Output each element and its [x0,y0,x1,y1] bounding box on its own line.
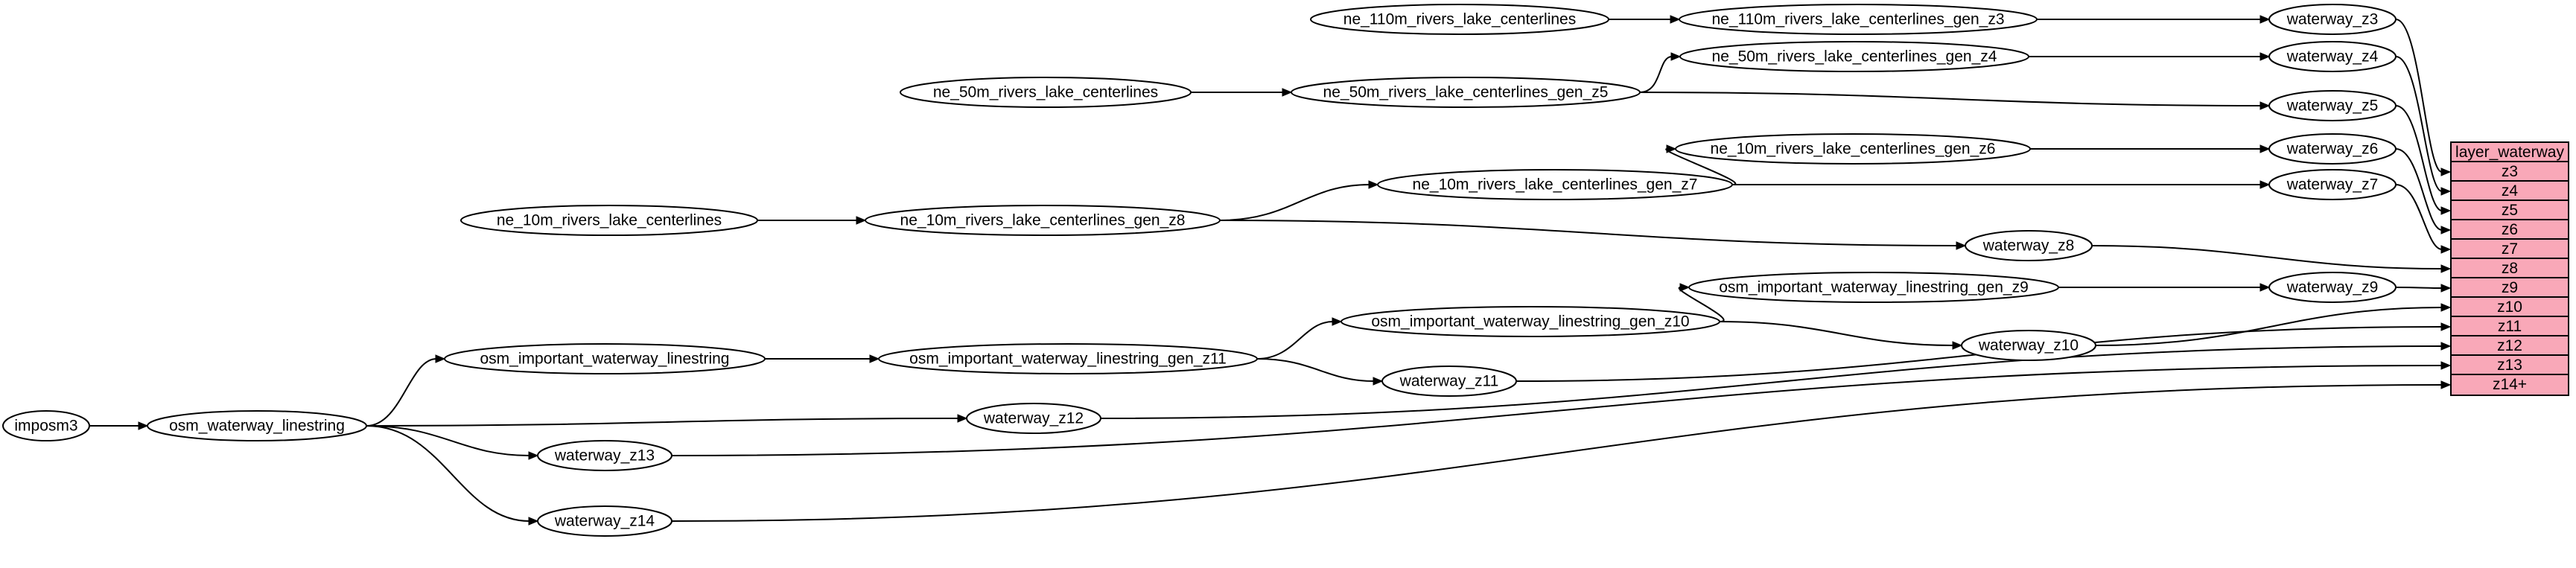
node-label: waterway_z14 [554,512,655,530]
legend-rows [2452,162,2568,395]
edge-ne_10m_rivers_lake_centerlines_gen_z8-to-ne_10m_rivers_lake_centerlines_gen_z7 [1220,181,1378,220]
node-osm_waterway_linestring[interactable] [147,411,366,441]
edge-imposm3-to-osm_waterway_linestring [89,422,147,430]
node-waterway_z8[interactable] [1965,231,2092,261]
edge-arrowhead [2441,265,2450,272]
edge-line [366,426,529,456]
nodes-layer [3,4,2396,536]
legend-row-z5[interactable]: z5 [2452,201,2568,220]
edge-line [1101,346,2442,418]
edge-osm_important_waterway_linestring-to-osm_important_waterway_linestring_gen_z11 [765,355,879,363]
node-ne_50m_rivers_lake_centerlines_gen_z5[interactable] [1291,77,1640,107]
node-label: waterway_z4 [2286,48,2379,66]
edge-arrowhead [2260,145,2269,153]
node-label: waterway_z5 [2286,97,2379,115]
node-ne_10m_rivers_lake_centerlines[interactable] [461,205,757,235]
node-label: osm_waterway_linestring [169,417,345,435]
edge-line [672,366,2442,456]
edge-line [2396,287,2442,288]
edge-line [1220,220,1957,246]
edge-ne_50m_rivers_lake_centerlines_gen_z5-to-ne_50m_rivers_lake_centerlines_gen_z4 [1640,53,1680,92]
edge-arrowhead [2260,16,2269,23]
node-imposm3[interactable] [3,411,89,441]
edge-arrowhead [529,517,538,525]
edge-ne_50m_rivers_lake_centerlines_gen_z4-to-waterway_z4 [2029,53,2269,60]
edge-arrowhead [856,217,865,224]
node-ne_110m_rivers_lake_centerlines[interactable] [1311,4,1609,34]
edge-line [2092,246,2442,269]
edge-arrowhead [436,355,445,363]
edge-line [1220,185,1370,220]
edge-line [2396,185,2442,249]
edge-waterway_z12-to-legend-z12 [1101,342,2450,418]
node-label: ne_10m_rivers_lake_centerlines [496,211,722,229]
edge-arrowhead [1670,16,1679,23]
node-waterway_z10[interactable] [1962,331,2096,360]
edge-waterway_z8-to-legend-z8 [2092,246,2450,272]
node-label: imposm3 [14,417,78,435]
node-ne_10m_rivers_lake_centerlines_gen_z7[interactable] [1378,170,1732,200]
edge-osm_important_waterway_linestring_gen_z11-to-osm_important_waterway_linestring_gen_z10 [1257,318,1341,359]
node-label: osm_important_waterway_linestring [480,350,730,368]
edge-line [1720,322,1953,345]
edge-ne_10m_rivers_lake_centerlines_gen_z6-to-waterway_z6 [2030,145,2269,153]
edge-osm_important_waterway_linestring_gen_z10-to-waterway_z10 [1720,322,1962,349]
edge-arrowhead [1282,89,1291,96]
node-waterway_z5[interactable] [2269,91,2396,121]
node-label: ne_110m_rivers_lake_centerlines [1343,10,1577,28]
edge-arrowhead [2441,226,2450,234]
legend-row-z4[interactable]: z4 [2452,182,2568,201]
node-waterway_z13[interactable] [538,441,672,470]
edge-ne_110m_rivers_lake_centerlines-to-ne_110m_rivers_lake_centerlines_gen_z3 [1609,16,1679,23]
node-waterway_z4[interactable] [2269,42,2396,71]
node-ne_10m_rivers_lake_centerlines_gen_z6[interactable] [1676,134,2030,164]
edge-arrowhead [1953,342,1962,349]
node-waterway_z3[interactable] [2269,4,2396,34]
edge-waterway_z13-to-legend-z13 [672,362,2450,456]
edge-line [1640,92,2261,106]
node-ne_10m_rivers_lake_centerlines_gen_z8[interactable] [865,205,1220,235]
legend-title: layer_waterway [2452,143,2568,162]
edge-arrowhead [1332,318,1341,325]
edge-arrowhead [2441,246,2450,253]
node-label: ne_50m_rivers_lake_centerlines_gen_z4 [1711,48,1997,66]
edge-arrowhead [2260,284,2269,291]
edges-layer [89,16,2450,525]
node-label: osm_important_waterway_linestring_gen_z10 [1371,313,1690,331]
edge-line [1257,359,1374,381]
edge-ne_10m_rivers_lake_centerlines-to-ne_10m_rivers_lake_centerlines_gen_z8 [757,217,865,224]
edge-osm_important_waterway_linestring_gen_z9-to-waterway_z9 [2058,284,2269,291]
edge-line [1257,322,1333,359]
legend-row-z8[interactable]: z8 [2452,259,2568,278]
node-waterway_z12[interactable] [967,403,1101,433]
legend-row-z3[interactable]: z3 [2452,162,2568,182]
edge-arrowhead [958,415,967,422]
legend-row-z12[interactable]: z12 [2452,336,2568,356]
node-ne_110m_rivers_lake_centerlines_gen_z3[interactable] [1679,4,2037,34]
edge-arrowhead [2260,53,2269,60]
edge-waterway_z5-to-legend-z5 [2396,106,2450,214]
edge-arrowhead [2260,102,2269,109]
node-label: waterway_z12 [983,409,1084,427]
node-osm_important_waterway_linestring_gen_z9[interactable] [1689,272,2058,302]
edge-osm_waterway_linestring-to-osm_important_waterway_linestring [366,355,445,426]
edge-arrowhead [2441,323,2450,331]
node-osm_important_waterway_linestring_gen_z10[interactable] [1341,307,1720,336]
edge-arrowhead [2441,342,2450,350]
edge-arrowhead [2441,188,2450,195]
edge-line [366,359,436,426]
node-waterway_z9[interactable] [2269,272,2396,302]
edge-arrowhead [1667,145,1676,153]
edge-arrowhead [1671,53,1680,60]
edge-arrowhead [139,422,147,430]
edge-ne_50m_rivers_lake_centerlines-to-ne_50m_rivers_lake_centerlines_gen_z5 [1191,89,1291,96]
edge-ne_50m_rivers_lake_centerlines_gen_z5-to-waterway_z5 [1640,92,2269,109]
edge-line [672,385,2442,521]
node-osm_important_waterway_linestring_gen_z11[interactable] [879,344,1257,374]
node-label: ne_10m_rivers_lake_centerlines_gen_z7 [1412,176,1698,194]
edge-arrowhead [1680,284,1689,291]
node-label: ne_50m_rivers_lake_centerlines_gen_z5 [1323,83,1609,101]
edge-ne_10m_rivers_lake_centerlines_gen_z7-to-waterway_z7 [1732,181,2269,188]
legend-row-z6[interactable]: z6 [2452,220,2568,240]
node-label: ne_50m_rivers_lake_centerlines [932,83,1159,101]
edge-ne_110m_rivers_lake_centerlines_gen_z3-to-waterway_z3 [2037,16,2269,23]
edge-arrowhead [2441,304,2450,311]
edge-arrowhead [1369,181,1378,188]
node-label: osm_important_waterway_linestring_gen_z11 [909,350,1227,368]
node-osm_important_waterway_linestring[interactable] [445,344,765,374]
edge-line [2396,106,2442,211]
node-label: waterway_z11 [1399,372,1499,390]
node-label: ne_10m_rivers_lake_centerlines_gen_z8 [900,211,1186,229]
edge-osm_important_waterway_linestring_gen_z11-to-waterway_z11 [1257,359,1382,385]
node-label: waterway_z7 [2286,176,2379,194]
edge-waterway_z9-to-legend-z9 [2396,284,2450,292]
edge-arrowhead [2441,362,2450,369]
legend-row-z10[interactable]: z10 [2452,298,2568,317]
edge-arrowhead [2441,168,2450,176]
node-label: waterway_z8 [1982,237,2075,255]
legend-row-z14+[interactable]: z14+ [2492,376,2528,393]
node-label: waterway_z10 [1978,336,2079,354]
node-waterway_z11[interactable] [1382,366,1516,396]
edge-arrowhead [1373,377,1382,385]
edge-arrowhead [2441,207,2450,214]
edge-osm_waterway_linestring-to-waterway_z12 [366,415,967,426]
edge-arrowhead [870,355,879,363]
edge-line [1640,57,1672,92]
legend-layer-waterway [2450,141,2569,396]
node-waterway_z6[interactable] [2269,134,2396,164]
legend-row-z7[interactable]: z7 [2452,240,2568,259]
edge-waterway_z10-to-legend-z10 [2096,304,2450,345]
edge-arrowhead [2441,284,2450,292]
legend-row-z11[interactable]: z11 [2452,317,2568,336]
edge-arrowhead [2441,381,2450,389]
edge-arrowhead [529,452,538,459]
edge-arrowhead [2260,181,2269,188]
node-label: osm_important_waterway_linestring_gen_z9 [1719,278,2029,296]
edge-line [366,418,958,426]
node-label: ne_10m_rivers_lake_centerlines_gen_z6 [1710,140,1996,158]
node-waterway_z7[interactable] [2269,170,2396,200]
edge-osm_waterway_linestring-to-waterway_z13 [366,426,538,459]
node-label: waterway_z9 [2286,278,2379,296]
node-ne_50m_rivers_lake_centerlines_gen_z4[interactable] [1680,42,2029,71]
node-label: waterway_z6 [2286,140,2379,158]
legend-row-z13[interactable]: z13 [2452,356,2568,375]
node-label: waterway_z3 [2286,10,2379,28]
edge-arrowhead [1956,242,1965,249]
edge-ne_10m_rivers_lake_centerlines_gen_z8-to-waterway_z8 [1220,220,1965,249]
node-label: ne_110m_rivers_lake_centerlines_gen_z3 [1711,10,2005,28]
node-ne_50m_rivers_lake_centerlines[interactable] [900,77,1191,107]
node-label: waterway_z13 [554,447,655,465]
node-waterway_z14[interactable] [538,506,672,536]
legend-row-z9[interactable]: z9 [2452,278,2568,298]
